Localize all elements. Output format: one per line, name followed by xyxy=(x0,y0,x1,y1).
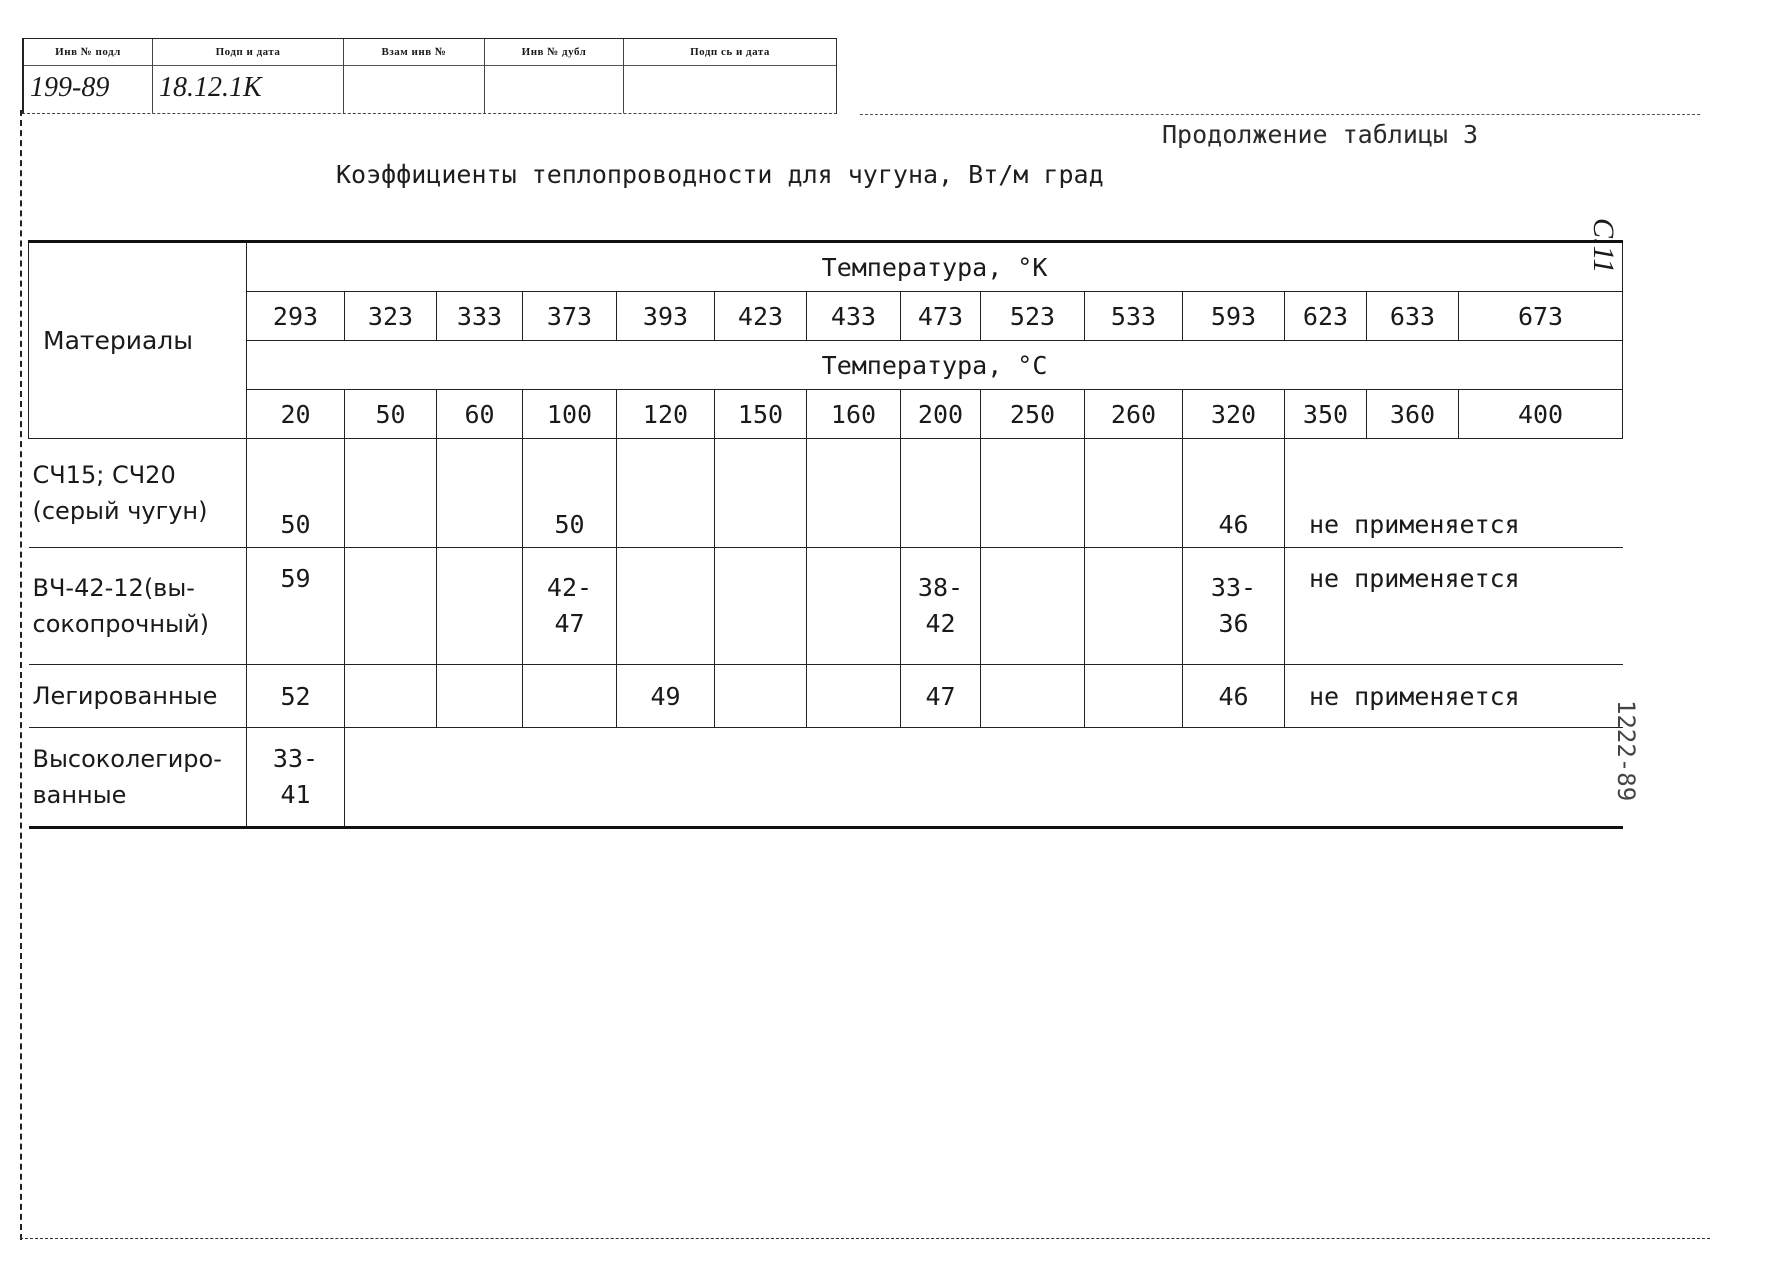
material-cell xyxy=(29,665,247,728)
value-cell: 50 xyxy=(247,439,345,548)
value-cell xyxy=(715,665,807,728)
stamp-header: Взам инв № xyxy=(344,39,484,66)
value-cell xyxy=(981,439,1085,548)
material-cell xyxy=(29,728,247,828)
value-range-end: 47 xyxy=(554,609,585,638)
material-name: Высоколегиро- xyxy=(32,745,222,773)
celsius-value: 200 xyxy=(901,390,981,439)
kelvin-value: 523 xyxy=(981,292,1085,341)
value-range-start: 42- xyxy=(546,573,593,602)
kelvin-value: 473 xyxy=(901,292,981,341)
celsius-value: 150 xyxy=(715,390,807,439)
value-cell: 47 xyxy=(901,665,981,728)
archive-stamp xyxy=(22,38,837,114)
table-row xyxy=(29,548,1623,665)
table-row xyxy=(29,439,1623,548)
value-range-end: 42 xyxy=(925,609,956,638)
material-cell xyxy=(29,439,247,548)
value-cell xyxy=(807,665,901,728)
celsius-value: 60 xyxy=(437,390,523,439)
empty-merged-cell xyxy=(345,728,1623,828)
kelvin-value: 433 xyxy=(807,292,901,341)
header-celsius-values-row xyxy=(29,390,1623,439)
stamp-col-podp-data xyxy=(153,39,344,113)
value-cell: 52 xyxy=(247,665,345,728)
frame-bottom-border xyxy=(20,1238,1710,1239)
celsius-value: 50 xyxy=(345,390,437,439)
celsius-value: 250 xyxy=(981,390,1085,439)
kelvin-value: 373 xyxy=(523,292,617,341)
kelvin-value: 333 xyxy=(437,292,523,341)
not-applicable-note: не применяется xyxy=(1285,548,1623,665)
value-cell xyxy=(901,439,981,548)
kelvin-value: 633 xyxy=(1367,292,1459,341)
value-cell xyxy=(807,439,901,548)
stamp-col-vzam-inv xyxy=(344,39,485,113)
material-cell xyxy=(29,548,247,665)
stamp-header: Подп сь и дата xyxy=(624,39,836,66)
value-cell xyxy=(437,439,523,548)
table-continuation-label: Продолжение таблицы 3 xyxy=(1162,120,1479,149)
stamp-header: Инв № дубл xyxy=(485,39,623,66)
value-cell xyxy=(807,548,901,665)
table-title: Коэффициенты теплопроводности для чугуна, Вт/м град xyxy=(336,160,1104,189)
table-row xyxy=(29,665,1623,728)
not-applicable-note: не применяется xyxy=(1285,439,1623,548)
header-kelvin-label-row xyxy=(29,242,1623,292)
value-cell: 46 xyxy=(1183,439,1285,548)
celsius-value: 400 xyxy=(1459,390,1623,439)
celsius-value: 260 xyxy=(1085,390,1183,439)
value-cell xyxy=(715,548,807,665)
material-name: ванные xyxy=(32,781,127,809)
value-cell xyxy=(437,665,523,728)
kelvin-value: 393 xyxy=(617,292,715,341)
material-name: (серый чугун) xyxy=(32,497,208,525)
value-range-end: 41 xyxy=(280,780,311,809)
kelvin-value: 423 xyxy=(715,292,807,341)
material-name: сокопрочный) xyxy=(32,610,209,638)
value-cell xyxy=(523,665,617,728)
kelvin-value: 293 xyxy=(247,292,345,341)
value-cell xyxy=(715,439,807,548)
value-cell: 59 xyxy=(247,548,345,665)
value-cell xyxy=(1085,665,1183,728)
kelvin-header: Температура, °К xyxy=(247,242,1623,292)
value-range-end: 36 xyxy=(1218,609,1249,638)
celsius-value: 120 xyxy=(617,390,715,439)
value-cell xyxy=(345,548,437,665)
thermal-conductivity-table xyxy=(28,240,1623,829)
stamp-value: 199-89 xyxy=(30,72,110,103)
value-cell xyxy=(345,665,437,728)
kelvin-value: 623 xyxy=(1285,292,1367,341)
value-cell xyxy=(901,548,981,665)
stamp-col-inv-dubl xyxy=(485,39,624,113)
not-applicable-note: не применяется xyxy=(1285,665,1623,728)
stamp-col-inv-podl xyxy=(24,39,153,113)
material-name: Легированные xyxy=(32,682,218,710)
frame-top-border xyxy=(860,114,1700,115)
page-code: С.11 xyxy=(1587,218,1620,274)
value-cell xyxy=(1183,548,1285,665)
value-cell xyxy=(981,665,1085,728)
value-cell xyxy=(981,548,1085,665)
celsius-value: 360 xyxy=(1367,390,1459,439)
material-name: ВЧ-42-12(вы- xyxy=(32,574,195,602)
value-cell xyxy=(523,548,617,665)
stamp-col-podp-data-2 xyxy=(624,39,836,113)
material-name: СЧ15; СЧ20 xyxy=(32,461,176,489)
value-cell xyxy=(437,548,523,665)
kelvin-value: 593 xyxy=(1183,292,1285,341)
materials-header: Материалы xyxy=(29,242,247,439)
value-range-start: 38- xyxy=(917,573,964,602)
stamp-header: Инв № подл xyxy=(24,39,152,66)
kelvin-value: 323 xyxy=(345,292,437,341)
value-cell xyxy=(1085,548,1183,665)
celsius-header: Температура, °С xyxy=(247,341,1623,390)
value-cell: 50 xyxy=(523,439,617,548)
value-cell xyxy=(1085,439,1183,548)
kelvin-value: 533 xyxy=(1085,292,1183,341)
celsius-value: 20 xyxy=(247,390,345,439)
value-cell: 46 xyxy=(1183,665,1285,728)
value-cell xyxy=(617,548,715,665)
kelvin-value: 673 xyxy=(1459,292,1623,341)
header-kelvin-values-row xyxy=(29,292,1623,341)
header-celsius-label-row xyxy=(29,341,1623,390)
value-range-start: 33- xyxy=(272,744,319,773)
celsius-value: 320 xyxy=(1183,390,1285,439)
value-cell xyxy=(617,439,715,548)
document-number: 1222-89 xyxy=(1612,700,1640,802)
value-cell xyxy=(247,728,345,828)
celsius-value: 100 xyxy=(523,390,617,439)
value-cell xyxy=(345,439,437,548)
value-range-start: 33- xyxy=(1210,573,1257,602)
table-row xyxy=(29,728,1623,828)
value-cell: 49 xyxy=(617,665,715,728)
celsius-value: 350 xyxy=(1285,390,1367,439)
stamp-header: Подп и дата xyxy=(153,39,343,66)
celsius-value: 160 xyxy=(807,390,901,439)
frame-left-border xyxy=(20,110,22,1240)
stamp-value: 18.12.1К xyxy=(159,72,262,103)
